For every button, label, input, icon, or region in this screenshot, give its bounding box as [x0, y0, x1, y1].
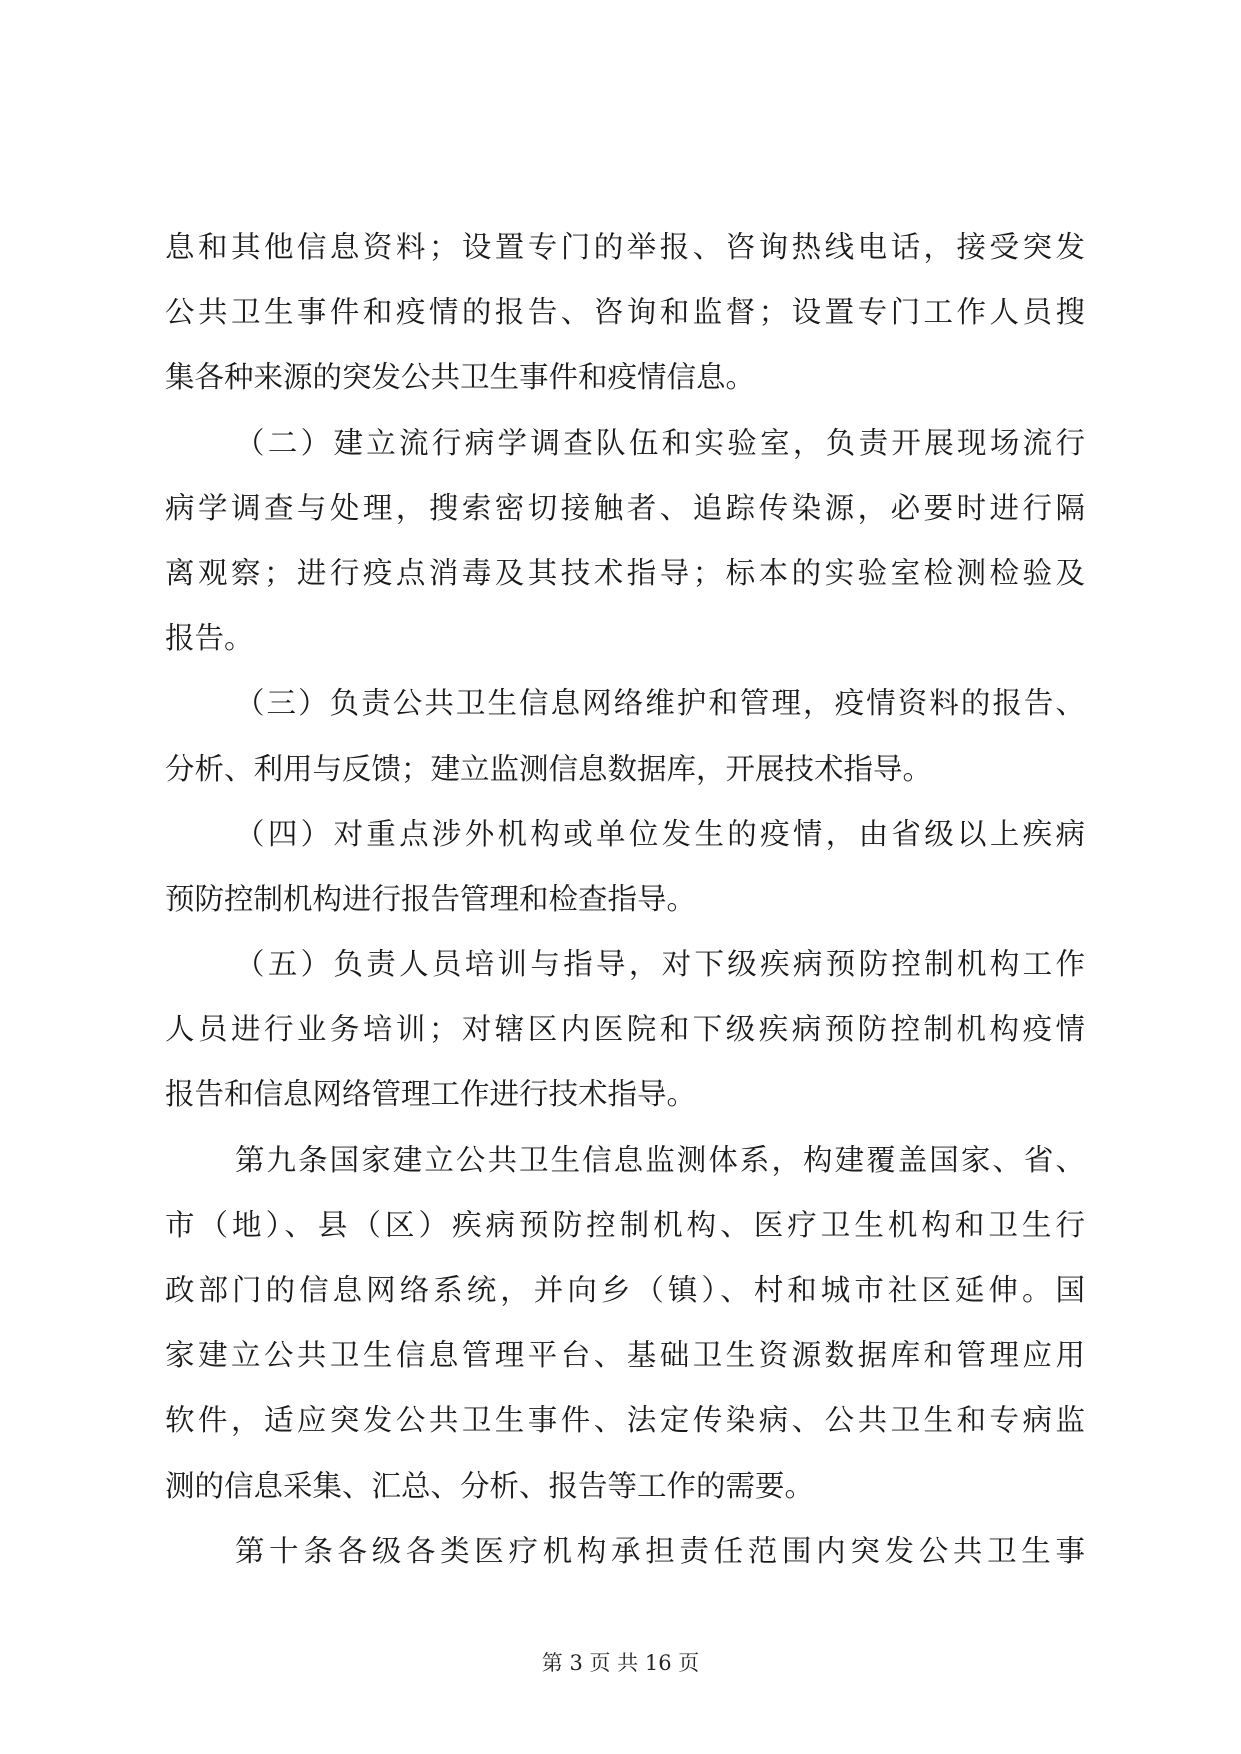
- text-line: 预防控制机构进行报告管理和检查指导。: [165, 881, 697, 916]
- body-text: [165, 231, 1085, 1600]
- text-line: 政部门的信息网络系统，并向乡（镇）、村和城市社区延伸。国: [165, 1273, 1085, 1307]
- text-line: 息和其他信息资料；设置专门的举报、咨询热线电话，接受突发: [165, 230, 1085, 264]
- text-line: （四）对重点涉外机构或单位发生的疫情，由省级以上疾病: [235, 816, 1085, 851]
- text-line: 第十条各级各类医疗机构承担责任范围内突发公共卫生事: [235, 1533, 1085, 1568]
- text-line: 公共卫生事件和疫情的报告、咨询和监督；设置专门工作人员搜: [165, 295, 1085, 330]
- text-line: 软件，适应突发公共卫生事件、法定传染病、公共卫生和专病监: [165, 1403, 1085, 1438]
- text-line: 第九条国家建立公共卫生信息监测体系，构建覆盖国家、省、: [235, 1142, 1085, 1177]
- text-line: 集各种来源的突发公共卫生事件和疫情信息。: [165, 360, 756, 395]
- text-line: 病学调查与处理，搜索密切接触者、追踪传染源，必要时进行隔: [165, 490, 1085, 525]
- text-line: 报告。: [165, 621, 254, 656]
- text-line: 分析、利用与反馈；建立监测信息数据库，开展技术指导。: [165, 751, 933, 786]
- text-line: 人员进行业务培训；对辖区内医院和下级疾病预防控制机构疫情: [165, 1012, 1085, 1047]
- text-line: 市（地）、县（区）疾病预防控制机构、医疗卫生机构和卫生行: [165, 1207, 1085, 1242]
- text-line: （五）负责人员培训与指导，对下级疾病预防控制机构工作: [235, 947, 1085, 982]
- text-line: （三）负责公共卫生信息网络维护和管理，疫情资料的报告、: [235, 686, 1085, 721]
- text-line: （二）建立流行病学调查队伍和实验室，负责开展现场流行: [235, 425, 1085, 460]
- text-line: 报告和信息网络管理工作进行技术指导。: [165, 1077, 697, 1112]
- text-line: 家建立公共卫生信息管理平台、基础卫生资源数据库和管理应用: [165, 1338, 1085, 1373]
- text-line: 测的信息采集、汇总、分析、报告等工作的需要。: [165, 1468, 815, 1503]
- text-line: 离观察；进行疫点消毒及其技术指导；标本的实验室检测检验及: [165, 555, 1085, 590]
- page-footer: 第 3 页 共 16 页: [541, 1651, 700, 1675]
